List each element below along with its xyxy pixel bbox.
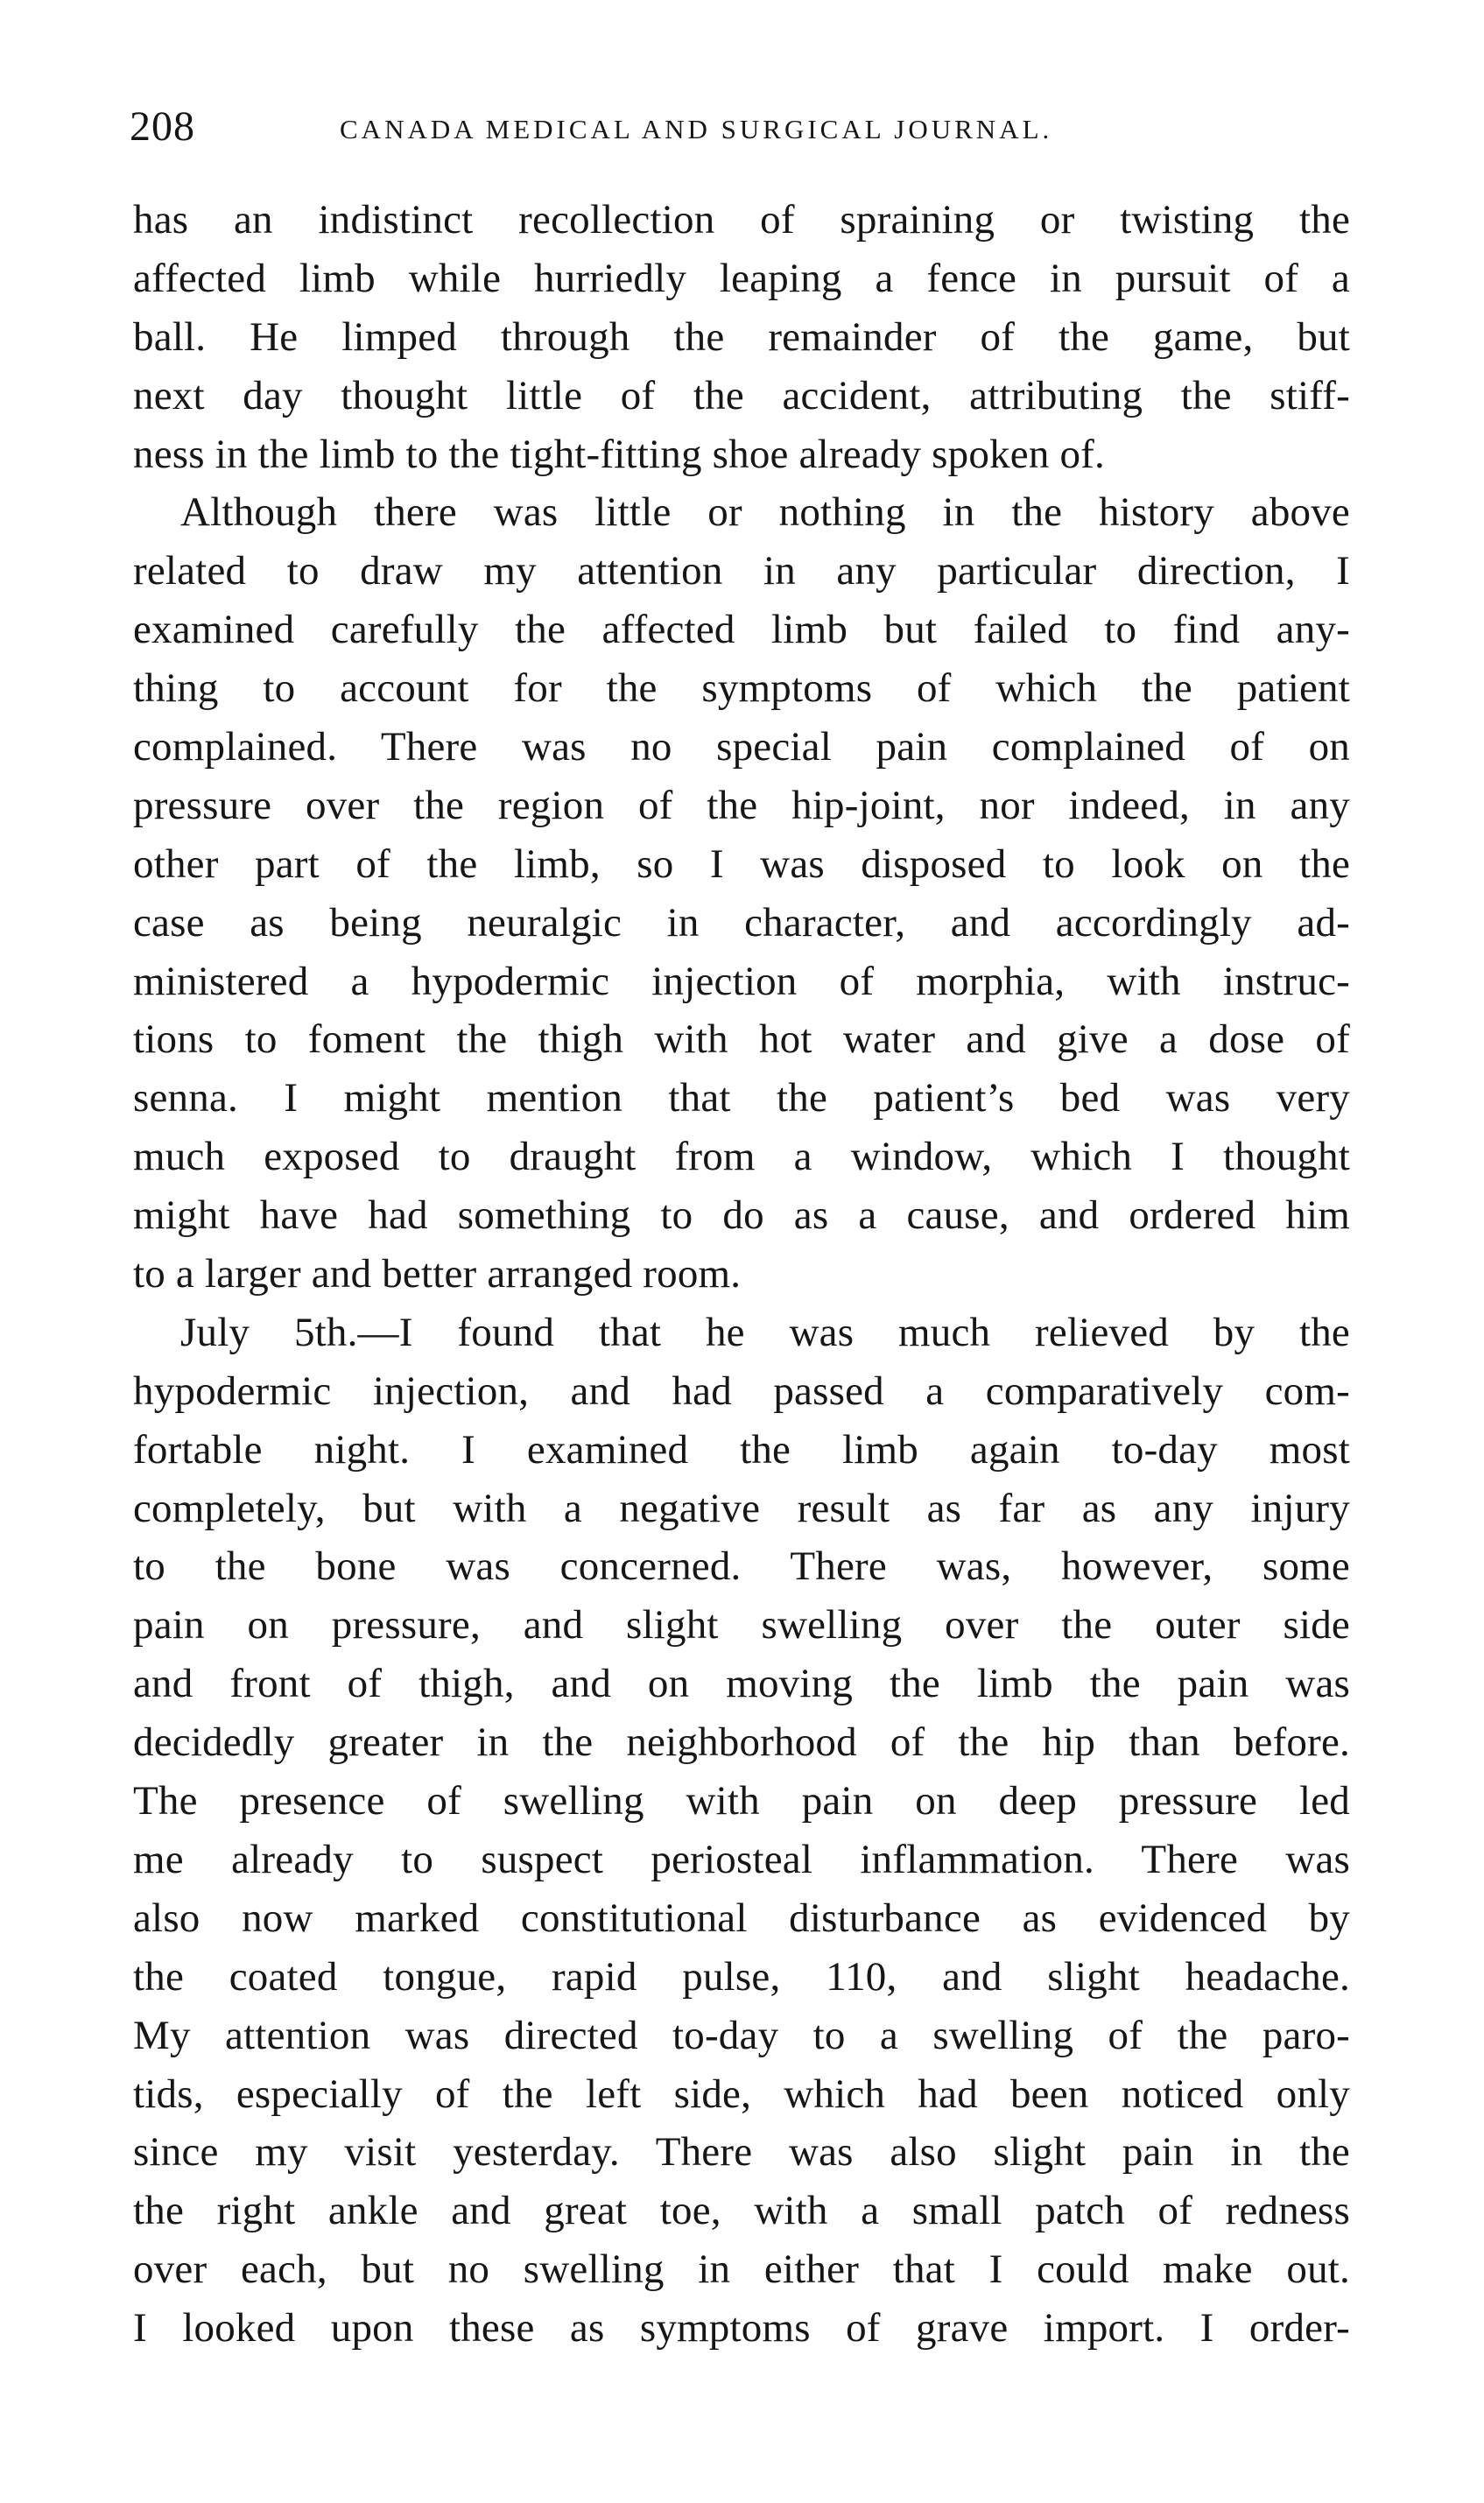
- text-line: ministered a hypodermic injection of morphia, with instruc-: [133, 958, 1350, 1004]
- paragraph-3: [133, 1304, 1350, 2358]
- text-line: next day thought little of the accident, attributing the stiff-: [133, 372, 1350, 418]
- text-line: ball. He limped through the remainder of the game, but: [133, 313, 1350, 360]
- running-head: [130, 98, 1355, 159]
- text-line: and front of thigh, and on moving the limb the pain was: [133, 1661, 1350, 1707]
- text-line: My attention was directed to-day to a swelling of the paro-: [133, 2012, 1350, 2058]
- text-line: I looked upon these as symptoms of grave import. I order-: [133, 2305, 1350, 2352]
- text-line: pressure over the region of the hip-joint, nor indeed, in any: [133, 782, 1350, 828]
- text-line: fortable night. I examined the limb again to-day most: [133, 1426, 1350, 1473]
- page-number: 208: [130, 103, 195, 150]
- text-line: other part of the limb, so I was disposed to look on the: [133, 840, 1350, 887]
- text-line: has an indistinct recollection of spraining or twisting the: [133, 197, 1350, 243]
- text-line: case as being neuralgic in character, and accordingly ad-: [133, 899, 1350, 946]
- text-line: over each, but no swelling in either that I could make out.: [133, 2246, 1350, 2293]
- paragraph-1: [133, 191, 1350, 483]
- text-line: ness in the limb to the tight-fitting shoe already spoken of.: [133, 431, 1105, 477]
- text-line: also now marked constitutional disturbance as evidenced by: [133, 1895, 1350, 1941]
- text-line: completely, but with a negative result as far as any injury: [133, 1485, 1350, 1531]
- text-line: since my visit yesterday. There was also slight pain in the: [133, 2129, 1350, 2176]
- text-line: Although there was little or nothing in the history above: [180, 489, 1350, 536]
- text-line: me already to suspect periosteal inflammation. There was: [133, 1836, 1350, 1882]
- text-line: tids, especially of the left side, which had been noticed only: [133, 2071, 1350, 2117]
- article-body: [133, 191, 1350, 2358]
- text-line: pain on pressure, and slight swelling over the outer side: [133, 1602, 1350, 1649]
- text-line: the coated tongue, rapid pulse, 110, and slight headache.: [133, 1953, 1350, 2000]
- text-line: to the bone was concerned. There was, however, some: [133, 1543, 1350, 1590]
- text-line: The presence of swelling with pain on deep pressure led: [133, 1778, 1350, 1825]
- journal-title: CANADA MEDICAL AND SURGICAL JOURNAL.: [340, 114, 1053, 144]
- text-line: July 5th.—I found that he was much relieved by the: [180, 1309, 1350, 1355]
- text-line: related to draw my attention in any particular direction, I: [133, 548, 1350, 594]
- text-line: the right ankle and great toe, with a small patch of redness: [133, 2188, 1350, 2234]
- text-line: much exposed to draught from a window, which I thought: [133, 1134, 1350, 1180]
- text-line: hypodermic injection, and had passed a comparatively com-: [133, 1368, 1350, 1414]
- text-line: decidedly greater in the neighborhood of the hip than before.: [133, 1719, 1350, 1766]
- text-line: to a larger and better arranged room.: [133, 1251, 742, 1297]
- paragraph-2: [133, 483, 1350, 1303]
- text-line: might have had something to do as a cause, and ordered him: [133, 1192, 1350, 1239]
- text-line: thing to account for the symptoms of which the patient: [133, 665, 1350, 712]
- text-line: senna. I might mention that the patient’s bed was very: [133, 1075, 1350, 1121]
- text-line: examined carefully the affected limb but failed to find any-: [133, 607, 1350, 653]
- text-line: complained. There was no special pain complained of on: [133, 724, 1350, 770]
- text-line: affected limb while hurriedly leaping a fence in pursuit of a: [133, 255, 1350, 301]
- text-line: tions to foment the thigh with hot water and give a dose of: [133, 1016, 1350, 1063]
